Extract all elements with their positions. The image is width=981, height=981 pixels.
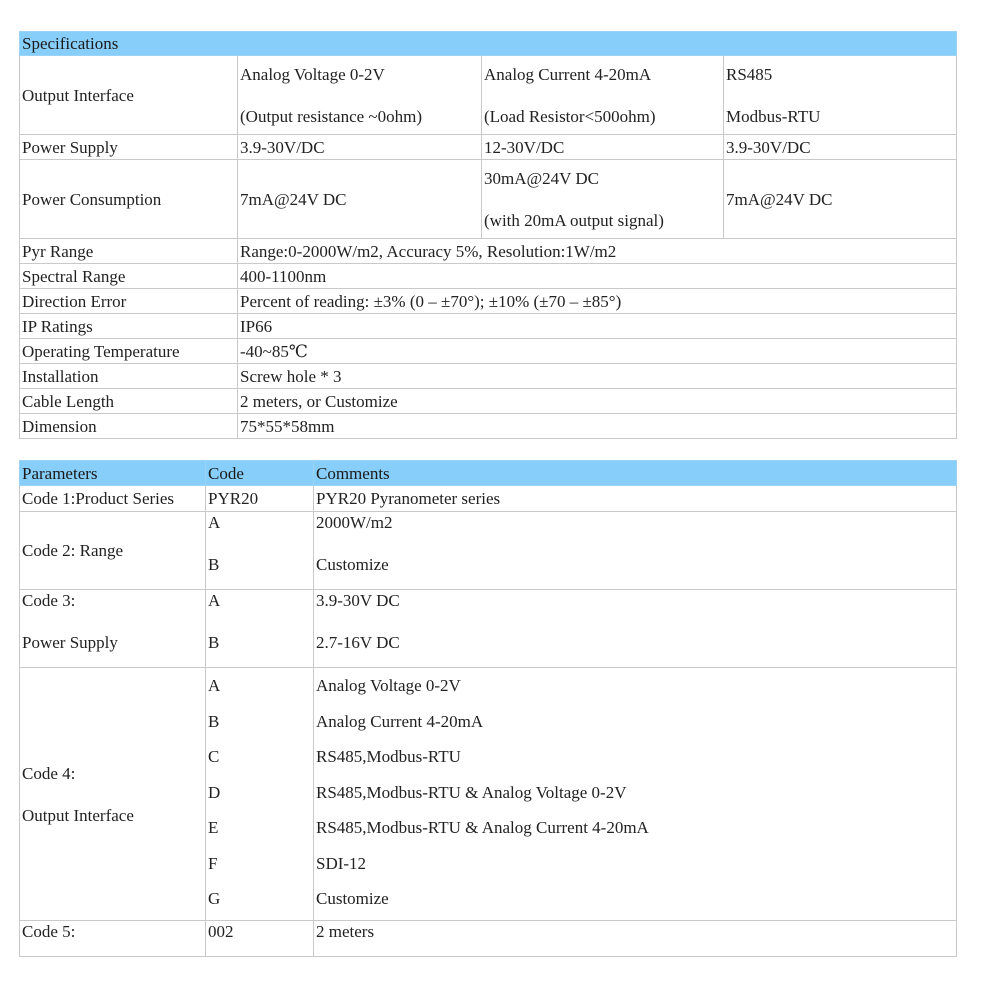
specifications-table xyxy=(19,31,957,439)
spec-row-label: Direction Error xyxy=(20,289,238,314)
spec-row-label: Spectral Range xyxy=(20,264,238,289)
code4-comment: RS485,Modbus-RTU & Analog Current 4-20mA xyxy=(316,818,649,837)
code1-row xyxy=(20,486,957,512)
parameters-header-row xyxy=(20,461,957,486)
spec-row xyxy=(20,364,957,389)
rs485-type: RS485 xyxy=(726,64,773,84)
code4-subtitle: Output Interface xyxy=(22,805,134,825)
code1-label: Code 1:Product Series xyxy=(20,486,206,512)
code5-label: Code 5: xyxy=(20,921,206,957)
code4-comment: SDI-12 xyxy=(316,853,367,873)
output-interface-rs485 xyxy=(724,56,957,135)
code4-comment: Analog Voltage 0-2V xyxy=(316,676,461,695)
voltage-type: Analog Voltage 0-2V xyxy=(240,64,385,84)
spec-row xyxy=(20,414,957,439)
power-supply-value-3: 3.9-30V/DC xyxy=(724,135,957,160)
code2-codes xyxy=(206,512,314,590)
code3-code-a: A xyxy=(208,591,221,610)
code4-code: G xyxy=(208,889,221,908)
power-consumption-value-3: 7mA@24V DC xyxy=(724,160,957,239)
parameters-table xyxy=(19,460,957,957)
code2-comment-b: Customize xyxy=(316,555,389,574)
code3-label xyxy=(20,590,206,668)
spec-row xyxy=(20,239,957,264)
power-supply-value-1: 3.9-30V/DC xyxy=(238,135,482,160)
code2-label: Code 2: Range xyxy=(20,512,206,590)
code3-codes xyxy=(206,590,314,668)
output-interface-label: Output Interface xyxy=(20,56,238,135)
code2-row xyxy=(20,512,957,590)
parameters-header: Parameters xyxy=(20,461,206,486)
spec-row-label: Pyr Range xyxy=(20,239,238,264)
code4-code: E xyxy=(208,818,219,837)
spec-row-value: -40~85℃ xyxy=(238,339,957,364)
voltage-note: (Output resistance ~0ohm) xyxy=(240,106,422,126)
power-supply-value-2: 12-30V/DC xyxy=(482,135,724,160)
comments-header: Comments xyxy=(314,461,957,486)
code3-code-b: B xyxy=(208,633,220,652)
consumption-note: (with 20mA output signal) xyxy=(484,210,664,230)
code4-code: F xyxy=(208,853,218,873)
power-consumption-label: Power Consumption xyxy=(20,160,238,239)
spec-row-value: Range:0-2000W/m2, Accuracy 5%, Resolution:1W/m2 xyxy=(238,239,957,264)
output-interface-current xyxy=(482,56,724,135)
code2-code-a: A xyxy=(208,513,221,532)
code2-comment-a: 2000W/m2 xyxy=(316,513,393,532)
spec-row xyxy=(20,389,957,414)
code4-code: D xyxy=(208,782,221,802)
spec-row xyxy=(20,314,957,339)
code3-title: Code 3: xyxy=(22,591,76,610)
specifications-header-row xyxy=(20,32,957,56)
power-supply-label: Power Supply xyxy=(20,135,238,160)
spec-row-value: Percent of reading: ±3% (0 – ±70°); ±10% (±70 – ±85°) xyxy=(238,289,957,314)
spec-row-value: 2 meters, or Customize xyxy=(238,389,957,414)
current-type: Analog Current 4-20mA xyxy=(484,64,652,84)
rs485-protocol: Modbus-RTU xyxy=(726,106,821,126)
power-consumption-row xyxy=(20,160,957,239)
spec-row xyxy=(20,339,957,364)
code3-comments xyxy=(314,590,957,668)
code4-comment: RS485,Modbus-RTU xyxy=(316,747,461,766)
spec-row-value: Screw hole * 3 xyxy=(238,364,957,389)
output-interface-voltage xyxy=(238,56,482,135)
code4-row xyxy=(20,668,957,921)
spec-row-value: 400-1100nm xyxy=(238,264,957,289)
spec-row xyxy=(20,289,957,314)
code1-code: PYR20 xyxy=(206,486,314,512)
code1-comment: PYR20 Pyranometer series xyxy=(314,486,957,512)
output-interface-row xyxy=(20,56,957,135)
code5-row xyxy=(20,921,957,957)
spec-row-label: Installation xyxy=(20,364,238,389)
code4-comment: Analog Current 4-20mA xyxy=(316,711,484,731)
consumption-current: 30mA@24V DC xyxy=(484,168,599,188)
code-header: Code xyxy=(206,461,314,486)
code4-comment: Customize xyxy=(316,889,389,908)
code3-row xyxy=(20,590,957,668)
current-note: (Load Resistor<500ohm) xyxy=(484,106,656,126)
spec-row-label: Operating Temperature xyxy=(20,339,238,364)
code5-code: 002 xyxy=(206,921,314,957)
power-supply-row xyxy=(20,135,957,160)
power-consumption-value-2 xyxy=(482,160,724,239)
code3-comment-a: 3.9-30V DC xyxy=(316,591,400,610)
code3-comment-b: 2.7-16V DC xyxy=(316,633,400,652)
spec-row-label: IP Ratings xyxy=(20,314,238,339)
code3-subtitle: Power Supply xyxy=(22,633,118,652)
code4-comments xyxy=(314,668,957,921)
power-consumption-value-1: 7mA@24V DC xyxy=(238,160,482,239)
code4-codes xyxy=(206,668,314,921)
code2-code-b: B xyxy=(208,555,220,574)
code4-code: B xyxy=(208,711,220,731)
code5-comment: 2 meters xyxy=(314,921,957,957)
code4-comment: RS485,Modbus-RTU & Analog Voltage 0-2V xyxy=(316,782,627,802)
spec-row-value: 75*55*58mm xyxy=(238,414,957,439)
spec-row-label: Cable Length xyxy=(20,389,238,414)
code4-code: C xyxy=(208,747,220,766)
code2-comments xyxy=(314,512,957,590)
spec-row xyxy=(20,264,957,289)
code4-label xyxy=(20,668,206,921)
spec-row-value: IP66 xyxy=(238,314,957,339)
code4-title: Code 4: xyxy=(22,763,76,783)
spec-row-label: Dimension xyxy=(20,414,238,439)
code4-code: A xyxy=(208,676,221,695)
specifications-title: Specifications xyxy=(20,32,957,56)
